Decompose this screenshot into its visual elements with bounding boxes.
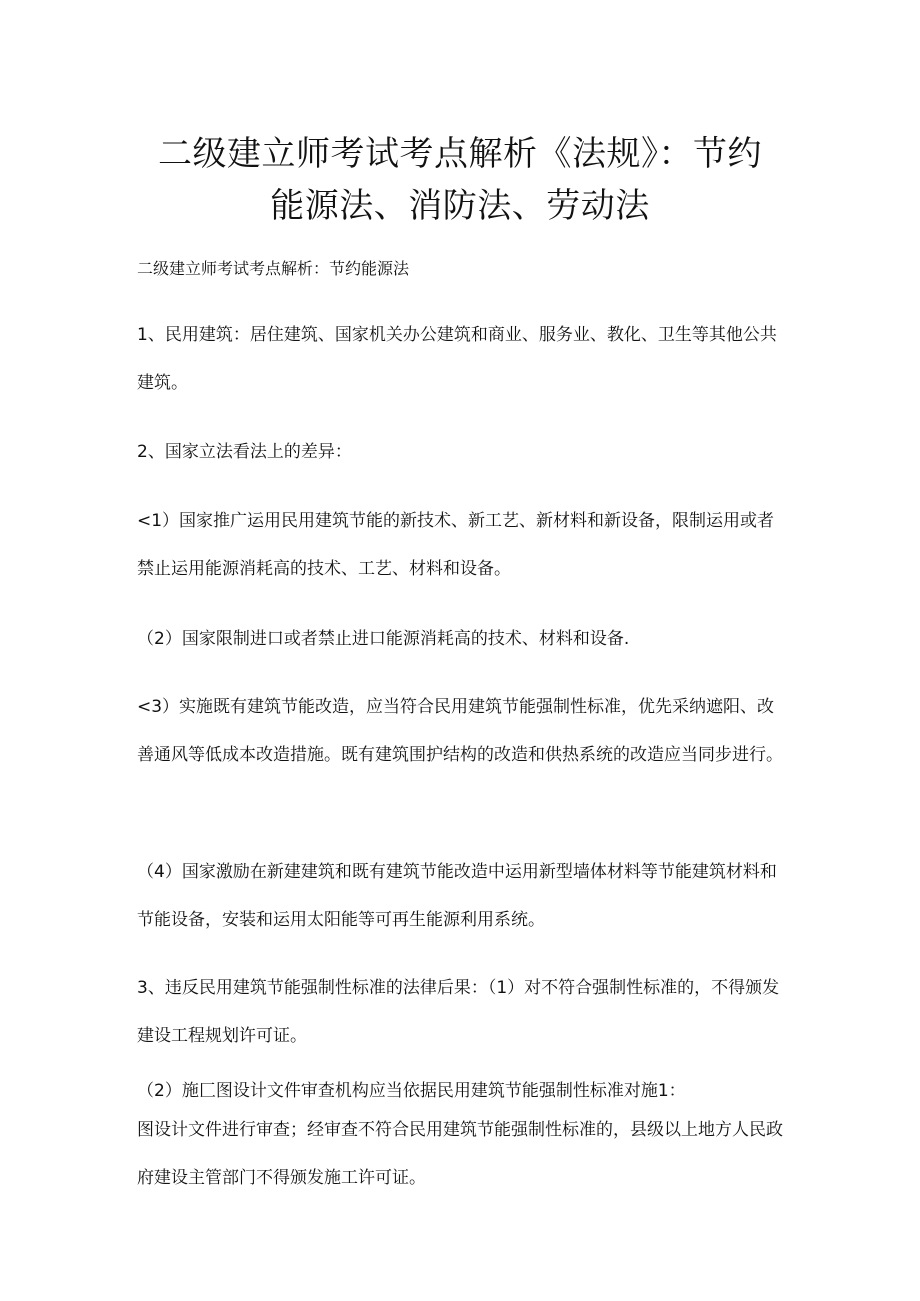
paragraph-review-line-2: 图设计文件进行审查；经审查不符合民用建筑节能强制性标准的，县级以上地方人民政府建设主管部门不得颁发施工许可证。 [137, 1120, 783, 1188]
paragraph-item-1: <1）国家推广运用民用建筑节能的新技术、新工艺、新材料和新设备，限制运用或者禁止运用能源消耗高的技术、工艺、材料和设备。 [137, 511, 775, 579]
paragraph-item-3: <3）实施既有建筑节能改造，应当符合民用建筑节能强制性标准，优先采纳遮阳、改善通风等低成本改造措施。既有建筑围护结构的改造和供热系统的改造应当同步进行。 [137, 697, 783, 765]
paragraph-review-line-1: （2）施匚图设计文件审查机构应当依据民用建筑节能强制性标准对施1： [137, 1081, 686, 1101]
paragraph-item-2: （2）国家限制进口或者禁止进口能源消耗高的技术、材料和设备. [137, 629, 630, 649]
title-line-2: 能源法、消防法、劳动法 [270, 186, 650, 226]
title-line-1: 二级建立师考试考点解析《法规》：节约 [158, 134, 762, 174]
paragraph-civil-buildings: 1、民用建筑：居住建筑、国家机关办公建筑和商业、服务业、教化、卫生等其他公共建筑。 [137, 325, 777, 393]
paragraph-legal-consequences: 3、违反民用建筑节能强制性标准的法律后果：（1）对不符合强制性标准的，不得颁发建设工程规划许可证。 [137, 978, 780, 1046]
document-subtitle: 二级建立师考试考点解析：节约能源法 [137, 259, 410, 278]
paragraph-item-4: （4）国家激励在新建建筑和既有建筑节能改造中运用新型墙体材料等节能建筑材料和节能设备，安装和运用太阳能等可再生能源利用系统。 [137, 862, 777, 930]
paragraph-legislation-heading: 2、国家立法看法上的差异： [137, 442, 352, 462]
document-title [120, 128, 800, 232]
